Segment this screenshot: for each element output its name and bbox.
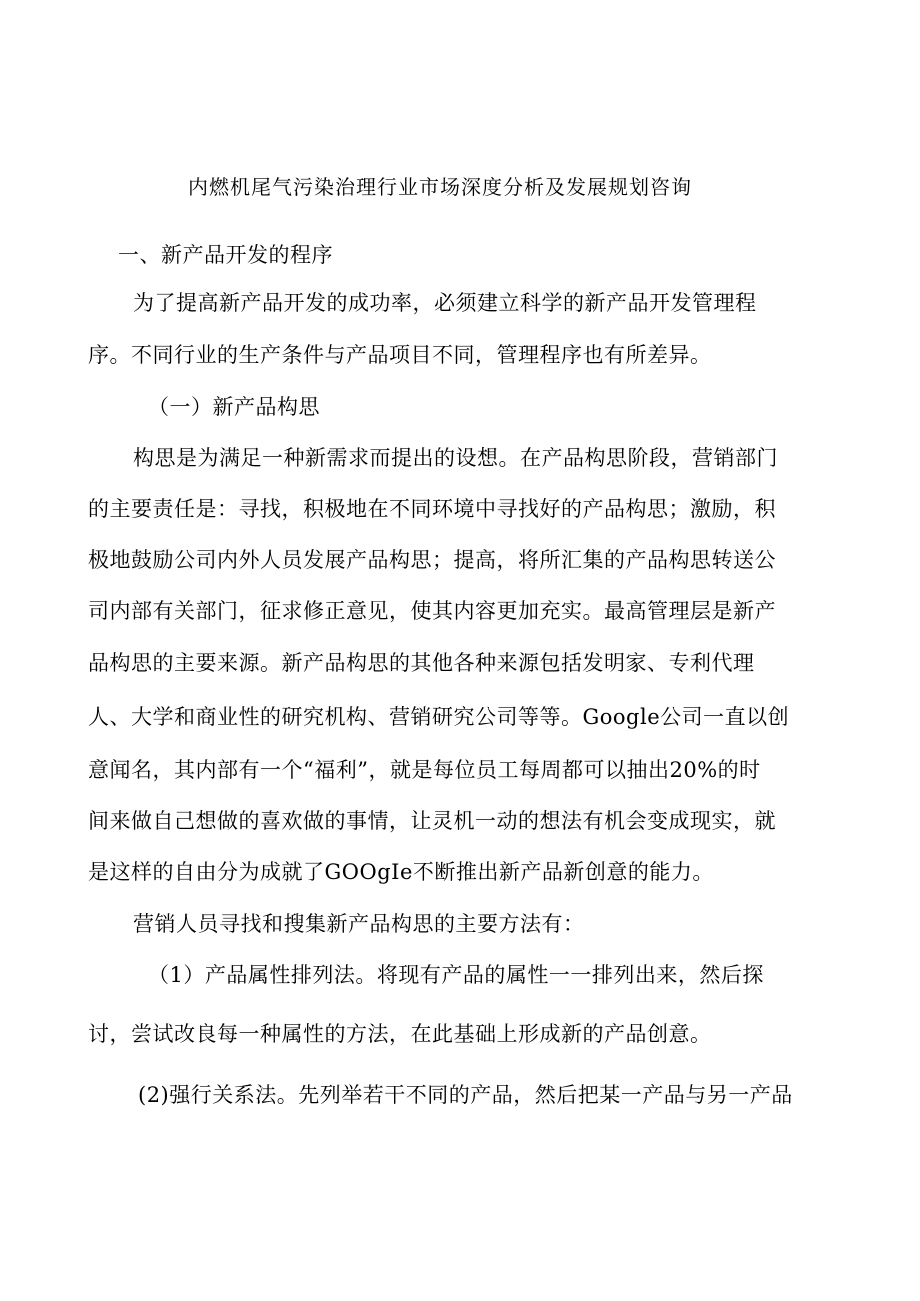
body-line-4: 司内部有关部门，征求修正意见，使其内容更加充实。最高管理层是新产	[88, 599, 776, 623]
methods-intro: 营销人员寻找和搜集新产品构思的主要方法有：	[133, 912, 585, 936]
method1-line-1: （1）产品属性排列法。将现有产品的属性一一排列出来，然后探	[148, 963, 764, 987]
document-title: 内燃机尾气污染治理行业市场深度分析及发展规划咨询	[188, 175, 692, 199]
intro-line-2: 序。不同行业的生产条件与产品项目不同，管理程序也有所差异。	[88, 343, 712, 367]
body-line-5: 品构思的主要来源。新产品构思的其他各种来源包括发明家、专利代理	[88, 651, 755, 675]
body-line-2: 的主要责任是：寻找，积极地在不同环境中寻找好的产品构思；激励，积	[88, 497, 776, 521]
body-line-1: 构思是为满足一种新需求而提出的设想。在产品构思阶段，营销部门	[133, 446, 778, 470]
sub-heading: （一）新产品构思	[148, 395, 320, 419]
body-line-7: 意闻名，其内部有一个“福利”，就是每位员工每周都可以抽出20%的时	[88, 758, 761, 782]
method2-line-1: (2)强行关系法。先列举若干不同的产品，然后把某一产品与另一产品	[138, 1083, 793, 1107]
body-line-9: 是这样的自由分为成就了GOOgIe不断推出新产品新创意的能力。	[88, 860, 714, 884]
intro-line-1: 为了提高新产品开发的成功率，必须建立科学的新产品开发管理程	[133, 291, 757, 315]
section-heading: 一、新产品开发的程序	[118, 243, 333, 267]
method1-line-2: 讨，尝试改良每一种属性的方法，在此基础上形成新的产品创意。	[88, 1022, 712, 1046]
body-line-3: 极地鼓励公司内外人员发展产品构思；提高，将所汇集的产品构思转送公	[88, 548, 776, 572]
body-line-6: 人、大学和商业性的研究机构、营销研究公司等等。Google公司一直以创	[88, 705, 790, 729]
body-line-8: 间来做自己想做的喜欢做的事情，让灵机一动的想法有机会变成现实，就	[88, 809, 776, 833]
